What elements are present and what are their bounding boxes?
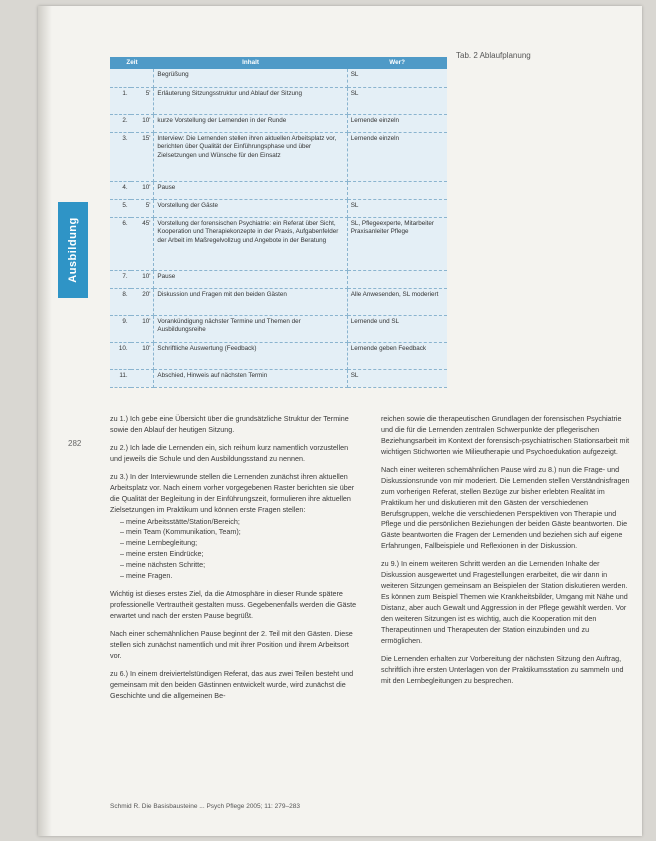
table-row — [110, 288, 447, 315]
paragraph: zu 9.) In einem weiteren Schritt werden an die Lernenden Inhalte der Diskussion ausgewertet und Fragestellungen erarbeitet, die wir dann in weiteren Sitzungen gemeinsam an Beispielen der Station diskutieren werden. Es können zum Beispiel Themen wie Krankheitsbilder, Umgang mit Nähe und Distanz, aber auch Gewalt und Aggression in der Pflege gewählt werden. Vor den weiteren Sitzungen ist es wichtig, auch die Kooperation mit den Therapeutinnen und Therapeuten der Station einzubinden und zu ermöglichen. — [381, 559, 628, 645]
row-who: Lernende einzeln — [347, 132, 447, 181]
row-minutes: 15' — [131, 132, 154, 181]
list-item: – meine Fragen. — [120, 571, 359, 582]
table-header-row — [110, 57, 447, 69]
row-who: SL — [347, 369, 447, 387]
row-nr: 7. — [110, 270, 131, 288]
document-page — [38, 6, 642, 836]
right-text-column — [381, 414, 630, 709]
page-number: 282 — [68, 439, 82, 448]
paragraph: zu 1.) Ich gebe eine Übersicht über die grundsätzliche Struktur der Termine sowie den Ablauf der heutigen Sitzung. — [110, 414, 349, 434]
row-who: SL, Pflegeexperte, Mitarbeiter Praxisanleiter Pflege — [347, 217, 447, 270]
table-row — [110, 87, 447, 114]
row-who: SL — [347, 69, 447, 87]
row-nr: 11. — [110, 369, 131, 387]
row-content: kurze Vorstellung der Lernenden in der Runde — [154, 114, 347, 132]
table-row — [110, 132, 447, 181]
table-row — [110, 217, 447, 270]
row-who: Lernende geben Feedback — [347, 342, 447, 369]
row-content: Vorankündigung nächster Termine und Themen der Ausbildungsreihe — [154, 315, 347, 342]
interview-list — [110, 517, 359, 583]
row-nr: 4. — [110, 181, 131, 199]
header-wer: Wer? — [347, 57, 447, 69]
page-footer-citation: Schmid R. Die Basisbausteine ... Psych Pflege 2005; 11: 279–283 — [110, 803, 300, 810]
row-content: Pause — [154, 270, 347, 288]
page-binding-edge — [38, 6, 52, 836]
paragraph: zu 3.) In der Interviewrunde stellen die Lernenden zunächst ihren aktuellen Arbeitsplatz vor. Nach einem vorher vorgegebenen Raster berichten sie über die Qualität der Begleitung in der Einführungszeit, formulieren ihre aktuellen Zielsetzungen im Praktikum und können erste Fragen stellen: — [110, 471, 355, 514]
row-content: Abschied, Hinweis auf nächsten Termin — [154, 369, 347, 387]
left-text-column — [110, 414, 359, 709]
row-who: SL — [347, 199, 447, 217]
list-item: – meine Arbeitsstätte/Station/Bereich; — [120, 517, 359, 528]
table-row — [110, 181, 447, 199]
row-content: Begrüßung — [154, 69, 347, 87]
table-row — [110, 270, 447, 288]
schedule-table-wrapper — [110, 57, 447, 388]
row-who — [347, 181, 447, 199]
table-row — [110, 69, 447, 87]
paragraph: Nach einer weiteren schemähnlichen Pause wird zu 8.) nun die Frage- und Diskussionsrunde von mir moderiert. Die Lernenden stellen Verständnisfragen zum vorherigen Referat, stellen Bezüge zur bisher erlebten Realität im Praktikum her und diskutieren mit den Gästen der verschiedenen Berufsgruppen, welche die verschiedenen Perspektiven von Therapie und Pflege und die persönlichen Beziehungen der beiden Gäste beantworten. Die Gäste beantworten die Fragen der Lernenden und beziehen sich auf eigene Erfahrungen, Fallbeispiele und Reflexionen in der Diskussion. — [381, 464, 630, 551]
row-nr: 10. — [110, 342, 131, 369]
paragraph: Nach einer schemähnlichen Pause beginnt der 2. Teil mit den Gästen. Diese stellen sich zunächst namentlich und mit ihrer Position und ihrem Arbeitsort vor. — [110, 628, 353, 660]
row-minutes: 20' — [131, 288, 154, 315]
table-row — [110, 342, 447, 369]
row-minutes: 10' — [131, 315, 154, 342]
row-nr: 2. — [110, 114, 131, 132]
row-content: Vorstellung der Gäste — [154, 199, 347, 217]
row-nr — [110, 69, 131, 87]
paragraph: reichen sowie die therapeutischen Grundlagen der forensischen Psychiatrie und die für die Lernenden zentralen Schwerpunkte der pflegerischen Beziehungsarbeit im Kontext der forensisch-psychiatrischen Stationsarbeit mit wichtigen Stichworten wie Milieutherapie und Psychoedukation aufgezeigt. — [381, 414, 630, 456]
table-caption: Tab. 2 Ablaufplanung — [456, 51, 531, 60]
row-content: Schriftliche Auswertung (Feedback) — [154, 342, 347, 369]
list-item: – meine Lernbegleitung; — [120, 538, 359, 549]
table-row — [110, 315, 447, 342]
section-side-tab-label: Ausbildung — [67, 217, 79, 283]
body-text-columns — [110, 414, 630, 709]
list-item: – mein Team (Kommunikation, Team); — [120, 527, 359, 538]
row-content: Pause — [154, 181, 347, 199]
row-minutes — [131, 369, 154, 387]
row-who — [347, 270, 447, 288]
row-content: Diskussion und Fragen mit den beiden Gästen — [154, 288, 347, 315]
list-item: – meine nächsten Schritte; — [120, 560, 359, 571]
header-zeit: Zeit — [110, 57, 154, 69]
row-minutes: 5' — [131, 87, 154, 114]
row-content: Interview: Die Lernenden stellen ihren aktuellen Arbeitsplatz vor, berichten über Qualität der Einführungsphase und über Zielsetzungen und Wünsche für den Einsatz — [154, 132, 347, 181]
row-nr: 1. — [110, 87, 131, 114]
table-row — [110, 199, 447, 217]
row-minutes: 10' — [131, 270, 154, 288]
paragraph: zu 6.) In einem dreiviertelstündigen Referat, das aus zwei Teilen besteht und gemeinsam mit den beiden Gästinnen entwickelt wurde, wird zunächst die Geschichte und die allgemeinen Be- — [110, 668, 354, 700]
row-nr: 6. — [110, 217, 131, 270]
row-minutes — [131, 69, 154, 87]
row-nr: 8. — [110, 288, 131, 315]
paragraph: zu 2.) Ich lade die Lernenden ein, sich reihum kurz namentlich vorzustellen und jeweils die Schule und den Ausbildungsstand zu nennen. — [110, 442, 349, 463]
row-nr: 5. — [110, 199, 131, 217]
section-side-tab — [58, 202, 88, 298]
table-row — [110, 114, 447, 132]
row-content: Vorstellung der forensischen Psychiatrie: ein Referat über Sicht, Kooperation und Therapiekonzepte in der Praxis, Aufgabenfelder der Arbeit im Maßregelvollzug und Angebote in der Beratung — [154, 217, 347, 270]
row-minutes: 10' — [131, 114, 154, 132]
row-who: Lernende einzeln — [347, 114, 447, 132]
row-minutes: 45' — [131, 217, 154, 270]
row-minutes: 10' — [131, 342, 154, 369]
row-minutes: 10' — [131, 181, 154, 199]
row-who: Lernende und SL — [347, 315, 447, 342]
list-item: – meine ersten Eindrücke; — [120, 549, 359, 560]
row-who: SL — [347, 87, 447, 114]
paragraph: Die Lernenden erhalten zur Vorbereitung der nächsten Sitzung den Auftrag, schriftlich ihre ersten Unterlagen von der Praktikumsstation zu sammeln und mit den Lernbegleitungen zu besprechen. — [381, 653, 624, 685]
row-nr: 9. — [110, 315, 131, 342]
schedule-table — [110, 57, 447, 388]
row-content: Erläuterung Sitzungsstruktur und Ablauf der Sitzung — [154, 87, 347, 114]
row-nr: 3. — [110, 132, 131, 181]
row-who: Alle Anwesenden, SL moderiert — [347, 288, 447, 315]
header-inhalt: Inhalt — [154, 57, 347, 69]
paragraph: Wichtig ist dieses erstes Ziel, da die Atmosphäre in dieser Runde spätere professionelle Vertrautheit gestalten muss. Gegebenenfalls werden die Gäste erwartet und nach der ersten Pause begrüßt. — [110, 589, 357, 620]
row-minutes: 5' — [131, 199, 154, 217]
table-row — [110, 369, 447, 387]
